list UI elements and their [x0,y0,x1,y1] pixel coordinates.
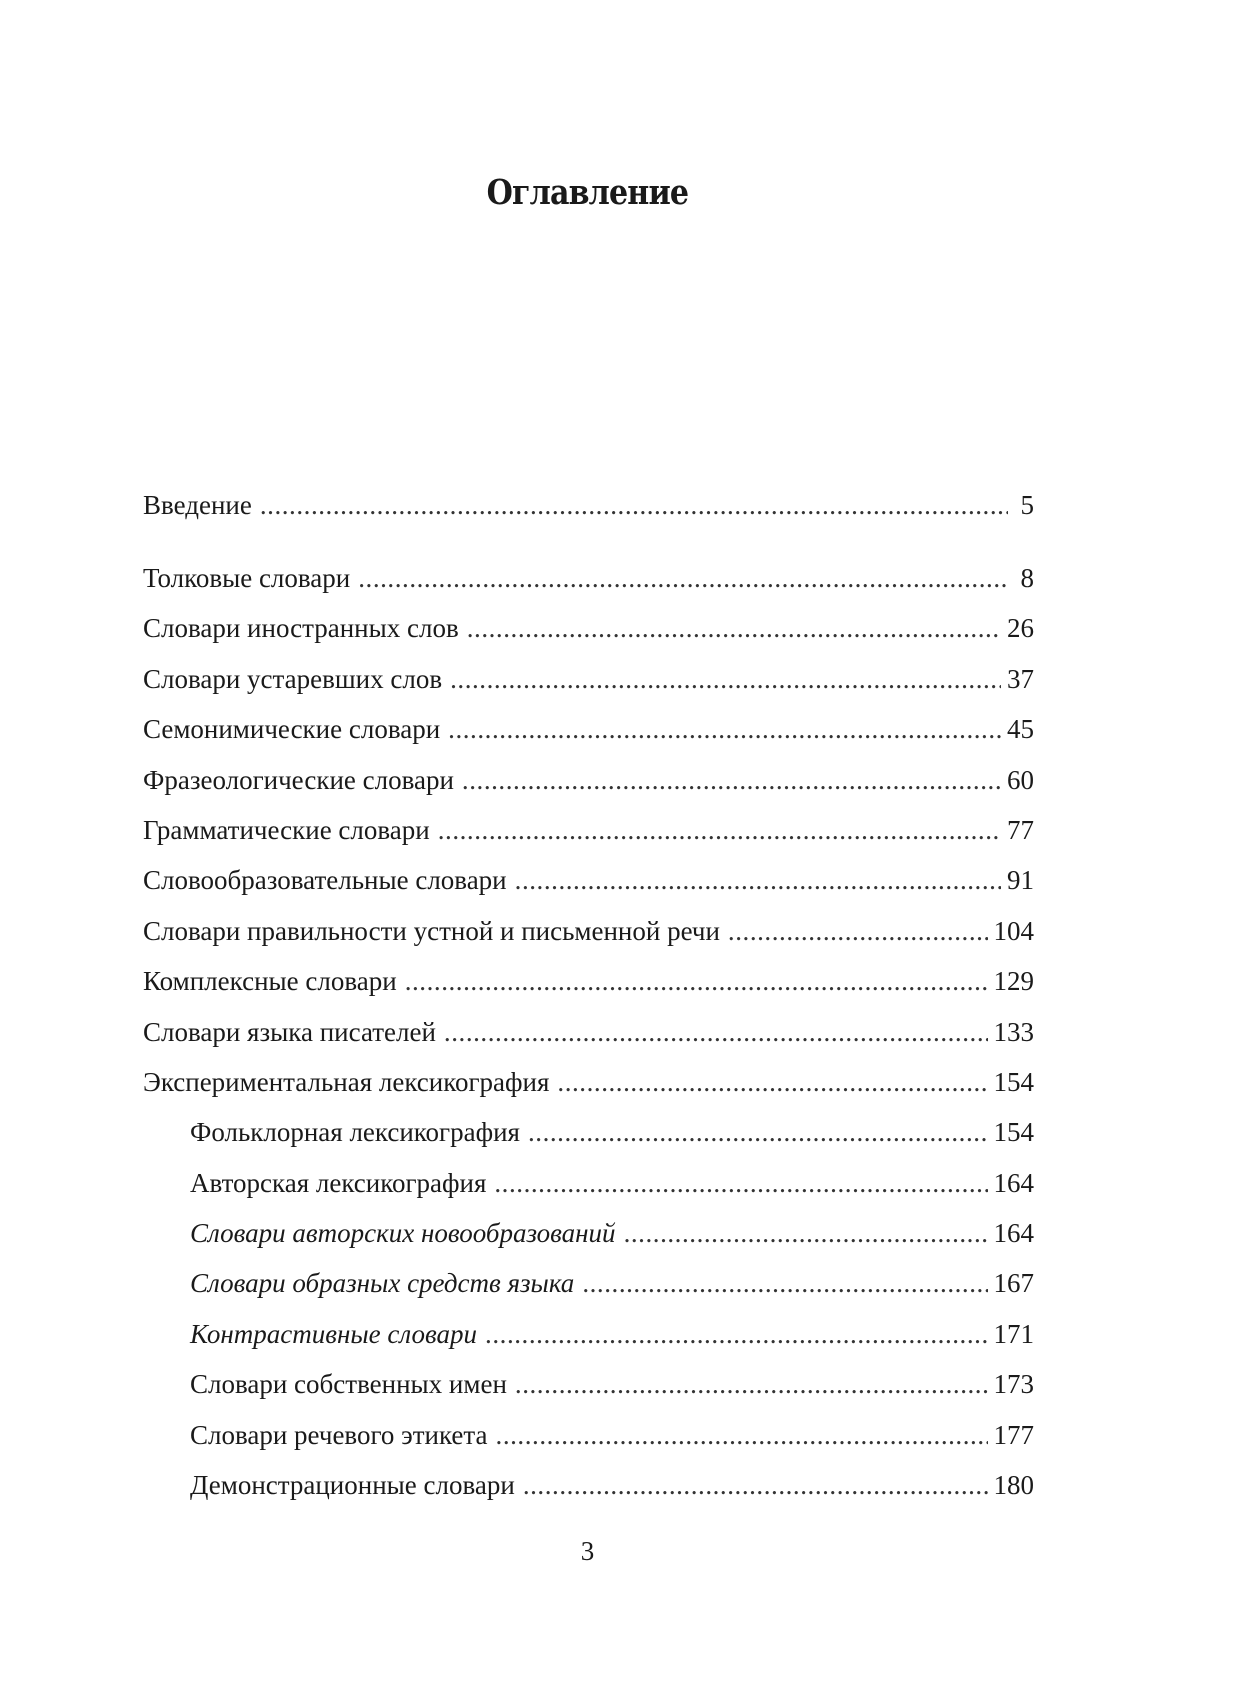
toc-entry-label: Словари авторских новообразований [190,1218,616,1249]
toc-entry-contrastive-dictionaries[interactable] [143,1319,1034,1369]
toc-entry-page: 154 [993,1066,1034,1097]
dot-leader [515,865,1001,896]
toc-entry-label: Словари речевого этикета [190,1419,488,1450]
toc-entry-page: 154 [993,1117,1034,1148]
toc-entry-label: Словари образных средств языка [190,1268,575,1299]
dot-leader [523,1470,988,1501]
toc-entry-proper-names-dictionaries[interactable] [143,1369,1034,1419]
toc-entry-page: 104 [993,915,1034,946]
table-of-contents [143,490,1034,1520]
dot-leader [260,490,1008,521]
dot-leader [358,563,1008,594]
toc-entry-label: Словообразовательные словари [143,865,507,896]
toc-entry-writers-language-dictionaries[interactable] [143,1017,1034,1067]
toc-entry-demonstration-dictionaries[interactable] [143,1470,1034,1520]
toc-entry-label: Фольклорная лексикография [190,1117,520,1148]
toc-entry-complex-dictionaries[interactable] [143,966,1034,1016]
toc-entry-speech-etiquette-dictionaries[interactable] [143,1420,1034,1470]
dot-leader [448,714,1001,745]
toc-entry-experimental-lexicography[interactable] [143,1067,1034,1117]
toc-entry-label: Толковые словари [143,563,351,593]
toc-entry-page: 167 [993,1268,1034,1299]
toc-entry-phraseological-dictionaries[interactable] [143,765,1034,815]
toc-entry-page: 133 [993,1016,1034,1047]
dot-leader [450,664,1001,695]
dot-leader [444,1017,988,1048]
page-title: Оглавление [486,172,689,213]
toc-entry-grammatical-dictionaries[interactable] [143,815,1034,865]
toc-entry-page: 26 [1007,613,1034,644]
toc-entry-page: 164 [993,1167,1034,1198]
toc-entry-page: 129 [993,966,1034,997]
toc-entry-label: Контрастивные словари [190,1318,478,1349]
toc-entry-semonymic-dictionaries[interactable] [143,714,1034,764]
dot-leader [728,916,988,947]
dot-leader [462,765,1001,796]
toc-entry-speech-correctness-dictionaries[interactable] [143,916,1034,966]
dot-leader [515,1369,988,1400]
toc-entry-label: Словари языка писателей [143,1016,436,1047]
toc-entry-word-formation-dictionaries[interactable] [143,865,1034,915]
dot-leader [485,1319,987,1350]
page-number: 3 [580,1536,595,1566]
dot-leader [467,613,1001,644]
toc-entry-foreign-words-dictionaries[interactable] [143,613,1034,663]
toc-entry-label: Фразеологические словари [143,764,454,795]
dot-leader [496,1420,988,1451]
toc-entry-page: 45 [1007,714,1034,745]
toc-entry-label: Словари собственных имен [190,1369,507,1400]
dot-leader [494,1168,987,1199]
toc-entry-introduction[interactable] [143,490,1034,563]
toc-entry-label: Демонстрационные словари [190,1470,515,1501]
dot-leader [405,966,988,997]
toc-entry-label: Грамматические словари [143,814,430,845]
toc-entry-page: 8 [1020,563,1034,593]
toc-entry-label: Комплексные словари [143,966,397,997]
dot-leader [624,1218,988,1249]
toc-entry-label: Словари устаревших слов [143,663,443,694]
toc-entry-label: Авторская лексикография [190,1167,487,1198]
toc-entry-label: Экспериментальная лексикография [143,1066,550,1097]
dot-leader [582,1268,987,1299]
toc-entry-page: 171 [993,1318,1034,1349]
toc-entry-page: 180 [993,1470,1034,1501]
dot-leader [438,815,1001,846]
toc-entry-figurative-means-dictionaries[interactable] [143,1268,1034,1318]
toc-entry-explanatory-dictionaries[interactable] [143,563,1034,613]
toc-entry-page: 173 [993,1369,1034,1400]
toc-entry-page: 91 [1007,865,1034,896]
toc-entry-page: 77 [1007,814,1034,845]
toc-entry-page: 164 [993,1218,1034,1249]
toc-entry-page: 37 [1007,663,1034,694]
toc-entry-obsolete-words-dictionaries[interactable] [143,664,1034,714]
toc-entry-label: Семонимические словари [143,714,441,745]
toc-entry-label: Словари правильности устной и письменной речи [143,915,720,946]
toc-entry-page: 5 [1020,490,1034,520]
toc-entry-author-neologisms-dictionaries[interactable] [143,1218,1034,1268]
dot-leader [528,1117,988,1148]
toc-entry-folklore-lexicography[interactable] [143,1117,1034,1167]
toc-entry-page: 60 [1007,764,1034,795]
toc-entry-label: Введение [143,490,252,520]
dot-leader [557,1067,987,1098]
toc-entry-author-lexicography[interactable] [143,1168,1034,1218]
toc-entry-page: 177 [993,1419,1034,1450]
toc-entry-label: Словари иностранных слов [143,613,459,644]
